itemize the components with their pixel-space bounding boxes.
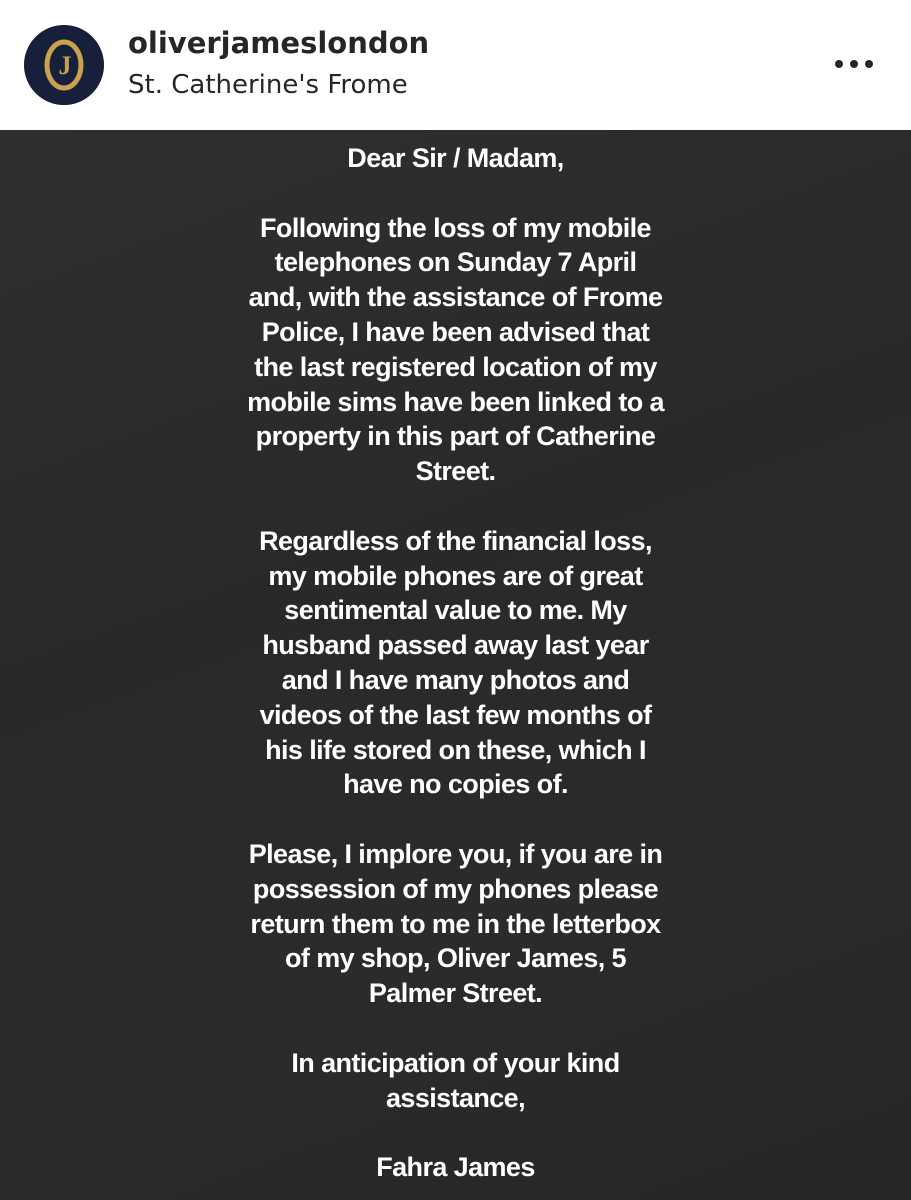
letter-line: Please, I implore you, if you are in	[248, 838, 663, 869]
letter-signature: Fahra James	[376, 1152, 535, 1183]
brand-logo-icon	[24, 25, 104, 105]
avatar-letter: J	[58, 51, 72, 80]
letter-line: videos of the last few months of	[259, 699, 652, 730]
letter-line: Palmer Street.	[368, 978, 543, 1009]
avatar[interactable]	[24, 25, 104, 105]
letter-line: possession of my phones please	[252, 873, 659, 904]
letter-line: husband passed away last year	[262, 630, 649, 661]
letter-line: his life stored on these, which I	[265, 734, 646, 765]
letter-line: Police, I have been advised that	[261, 316, 650, 347]
letter-line: have no copies of.	[343, 769, 568, 800]
letter-paragraph-3	[216, 837, 696, 1011]
letter-line: and I have many photos and	[281, 664, 630, 695]
post-header	[0, 0, 911, 130]
letter-line: sentimental value to me. My	[284, 595, 627, 626]
letter-line: property in this part of Catherine	[255, 421, 656, 452]
letter-paragraph-2	[216, 524, 696, 802]
more-options-button[interactable]	[826, 44, 882, 84]
letter-line: In anticipation of your kind	[291, 1047, 620, 1078]
ellipsis-horizontal-icon	[834, 59, 874, 69]
letter-closing	[216, 1046, 696, 1116]
letter-line: Following the loss of my mobile	[260, 212, 651, 243]
letter-line: of my shop, Oliver James, 5	[285, 943, 626, 974]
post-image[interactable]	[0, 130, 911, 1200]
letter-salutation: Dear Sir / Madam,	[347, 143, 564, 173]
letter-line: Street.	[415, 456, 496, 487]
letter-line: assistance,	[386, 1082, 525, 1113]
letter-line: mobile sims have been linked to a	[247, 386, 664, 417]
location-link[interactable]: St. Catherine's Frome	[128, 70, 408, 100]
account-name-link[interactable]: oliverjameslondon	[128, 26, 430, 60]
letter-line: Regardless of the financial loss,	[259, 525, 652, 556]
letter-line: return them to me in the letterbox	[250, 908, 661, 939]
letter-line: telephones on Sunday 7 April	[274, 247, 637, 278]
letter-line: and, with the assistance of Frome	[248, 282, 663, 313]
letter-line: my mobile phones are of great	[268, 560, 643, 591]
letter-text	[0, 130, 911, 1185]
letter-line: the last registered location of my	[254, 351, 657, 382]
letter-paragraph-1	[216, 211, 696, 489]
